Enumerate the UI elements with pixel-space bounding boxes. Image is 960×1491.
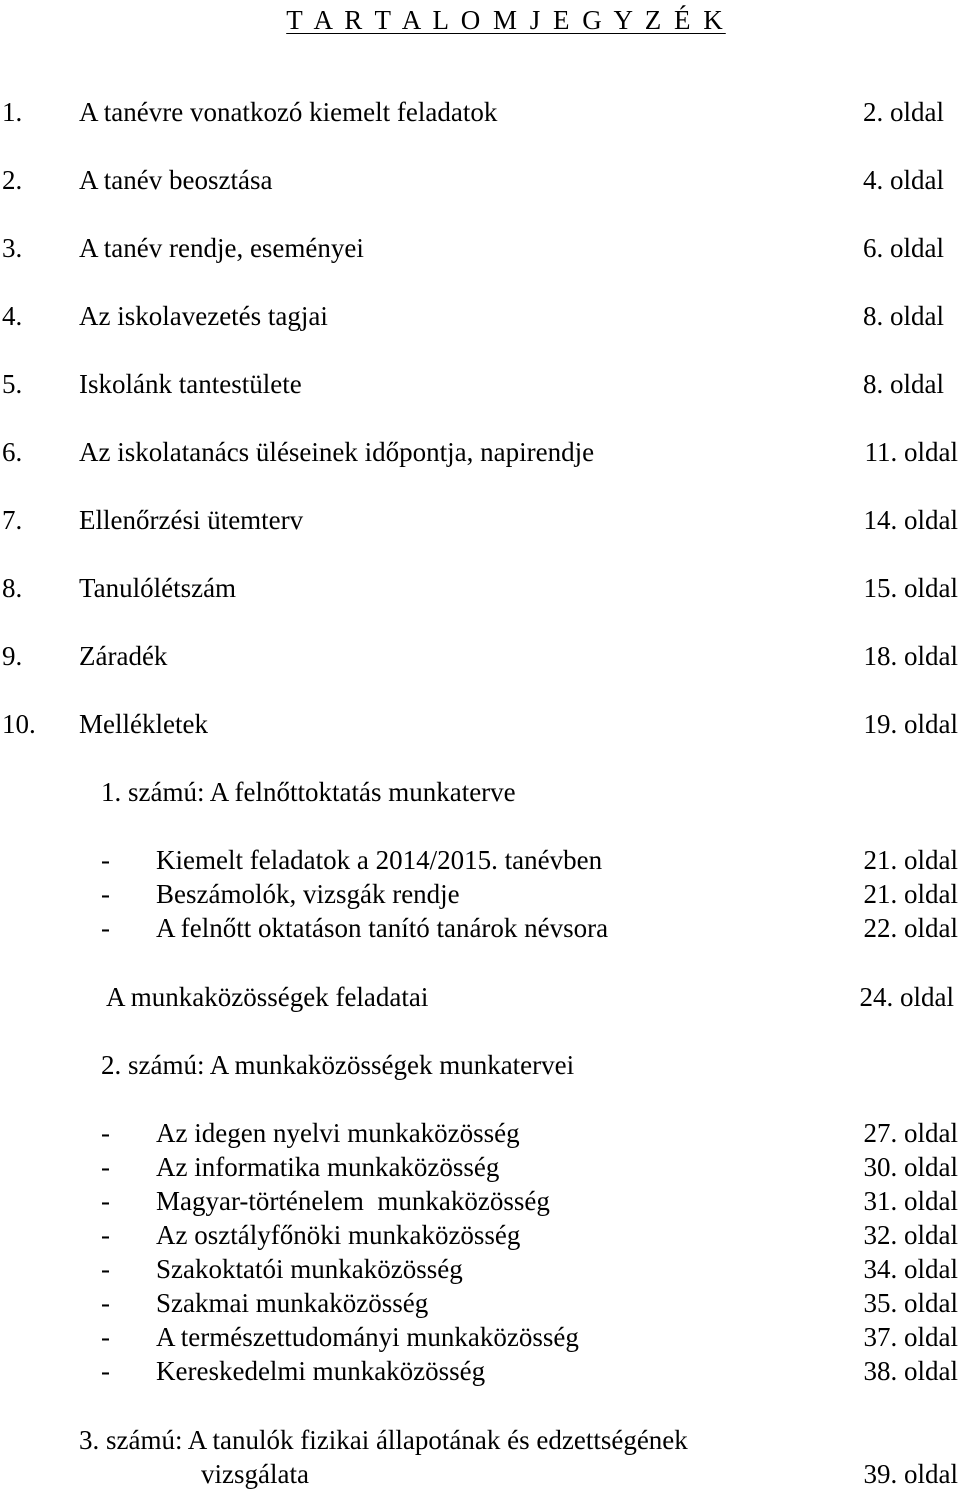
toc-item-page: 18. oldal [863,641,958,671]
list-item-label: Szakmai munkaközösség [156,1288,429,1318]
toc-item-number: 1. [2,97,23,127]
toc-item-label: A tanévre vonatkozó kiemelt feladatok [79,97,498,127]
list-dash: - [101,1186,110,1216]
list-item-label: Az informatika munkaközösség [156,1152,500,1182]
list-item-page: 27. oldal [863,1118,958,1148]
toc-item-page: 19. oldal [863,709,958,739]
list-dash: - [101,1254,110,1284]
toc-item-label: Tanulólétszám [79,573,237,603]
toc-item-label: Iskolánk tantestülete [79,369,302,399]
list-dash: - [101,1322,110,1352]
toc-item-number: 7. [2,505,23,535]
list-item-page: 38. oldal [863,1356,958,1386]
toc-item-number: 5. [2,369,23,399]
list-item-page: 31. oldal [863,1186,958,1216]
toc-item-number: 6. [2,437,23,467]
toc-item-label: A tanév beosztása [79,165,273,195]
toc-item-page: 14. oldal [863,505,958,535]
list-item-label: A felnőtt oktatáson tanító tanárok névsora [156,913,609,943]
list-item-page: 22. oldal [863,913,958,943]
annex-3-heading: 3. számú: A tanulók fizikai állapotának és edzettségének [79,1425,688,1455]
toc-item-number: 2. [2,165,23,195]
toc-item-page: 15. oldal [863,573,958,603]
toc-item-number: 8. [2,573,23,603]
toc-item-label: Mellékletek [79,709,208,739]
list-dash: - [101,1118,110,1148]
toc-item-label: Ellenőrzési ütemterv [79,505,304,535]
list-dash: - [101,1356,110,1386]
list-item-page: 37. oldal [863,1322,958,1352]
toc-item-page: 8. oldal [863,369,944,399]
toc-item-number: 4. [2,301,23,331]
toc-item-label: Záradék [79,641,168,671]
toc-title: T A R T A L O M J E G Y Z É K [286,5,726,35]
toc-item-page: 11. oldal [864,437,958,467]
annex-1-heading: 1. számú: A felnőttoktatás munkaterve [101,777,516,807]
list-dash: - [101,845,110,875]
list-dash: - [101,913,110,943]
list-item-label: A természettudományi munkaközösség [156,1322,579,1352]
list-item-page: 30. oldal [863,1152,958,1182]
list-item-label: Magyar-történelem munkaközösség [156,1186,550,1216]
list-dash: - [101,1220,110,1250]
list-item-page: 21. oldal [863,845,958,875]
toc-item-label: A tanév rendje, eseményei [79,233,364,263]
toc-item-label: Az iskolavezetés tagjai [79,301,328,331]
list-item-page: 35. oldal [863,1288,958,1318]
toc-item-page: 6. oldal [863,233,944,263]
list-dash: - [101,879,110,909]
list-item-label: Beszámolók, vizsgák rendje [156,879,460,909]
toc-item-number: 10. [2,709,36,739]
list-item-page: 32. oldal [863,1220,958,1250]
toc-item-page: 2. oldal [863,97,944,127]
toc-item-number: 3. [2,233,23,263]
workgroups-label: A munkaközösségek feladatai [106,982,429,1012]
list-dash: - [101,1152,110,1182]
list-item-label: Az idegen nyelvi munkaközösség [156,1118,520,1148]
list-item-page: 21. oldal [863,879,958,909]
toc-item-number: 9. [2,641,23,671]
workgroups-page: 24. oldal [859,982,954,1012]
annex-2-heading: 2. számú: A munkaközösségek munkatervei [101,1050,575,1080]
toc-item-label: Az iskolatanács üléseinek időpontja, napirendje [79,437,595,467]
annex-3-page: 39. oldal [863,1459,958,1489]
list-item-label: Szakoktatói munkaközösség [156,1254,463,1284]
list-item-label: Az osztályfőnöki munkaközösség [156,1220,521,1250]
list-dash: - [101,1288,110,1318]
list-item-page: 34. oldal [863,1254,958,1284]
toc-item-page: 4. oldal [863,165,944,195]
list-item-label: Kiemelt feladatok a 2014/2015. tanévben [156,845,603,875]
list-item-label: Kereskedelmi munkaközösség [156,1356,486,1386]
toc-item-page: 8. oldal [863,301,944,331]
annex-3-heading-cont: vizsgálata [201,1459,309,1489]
